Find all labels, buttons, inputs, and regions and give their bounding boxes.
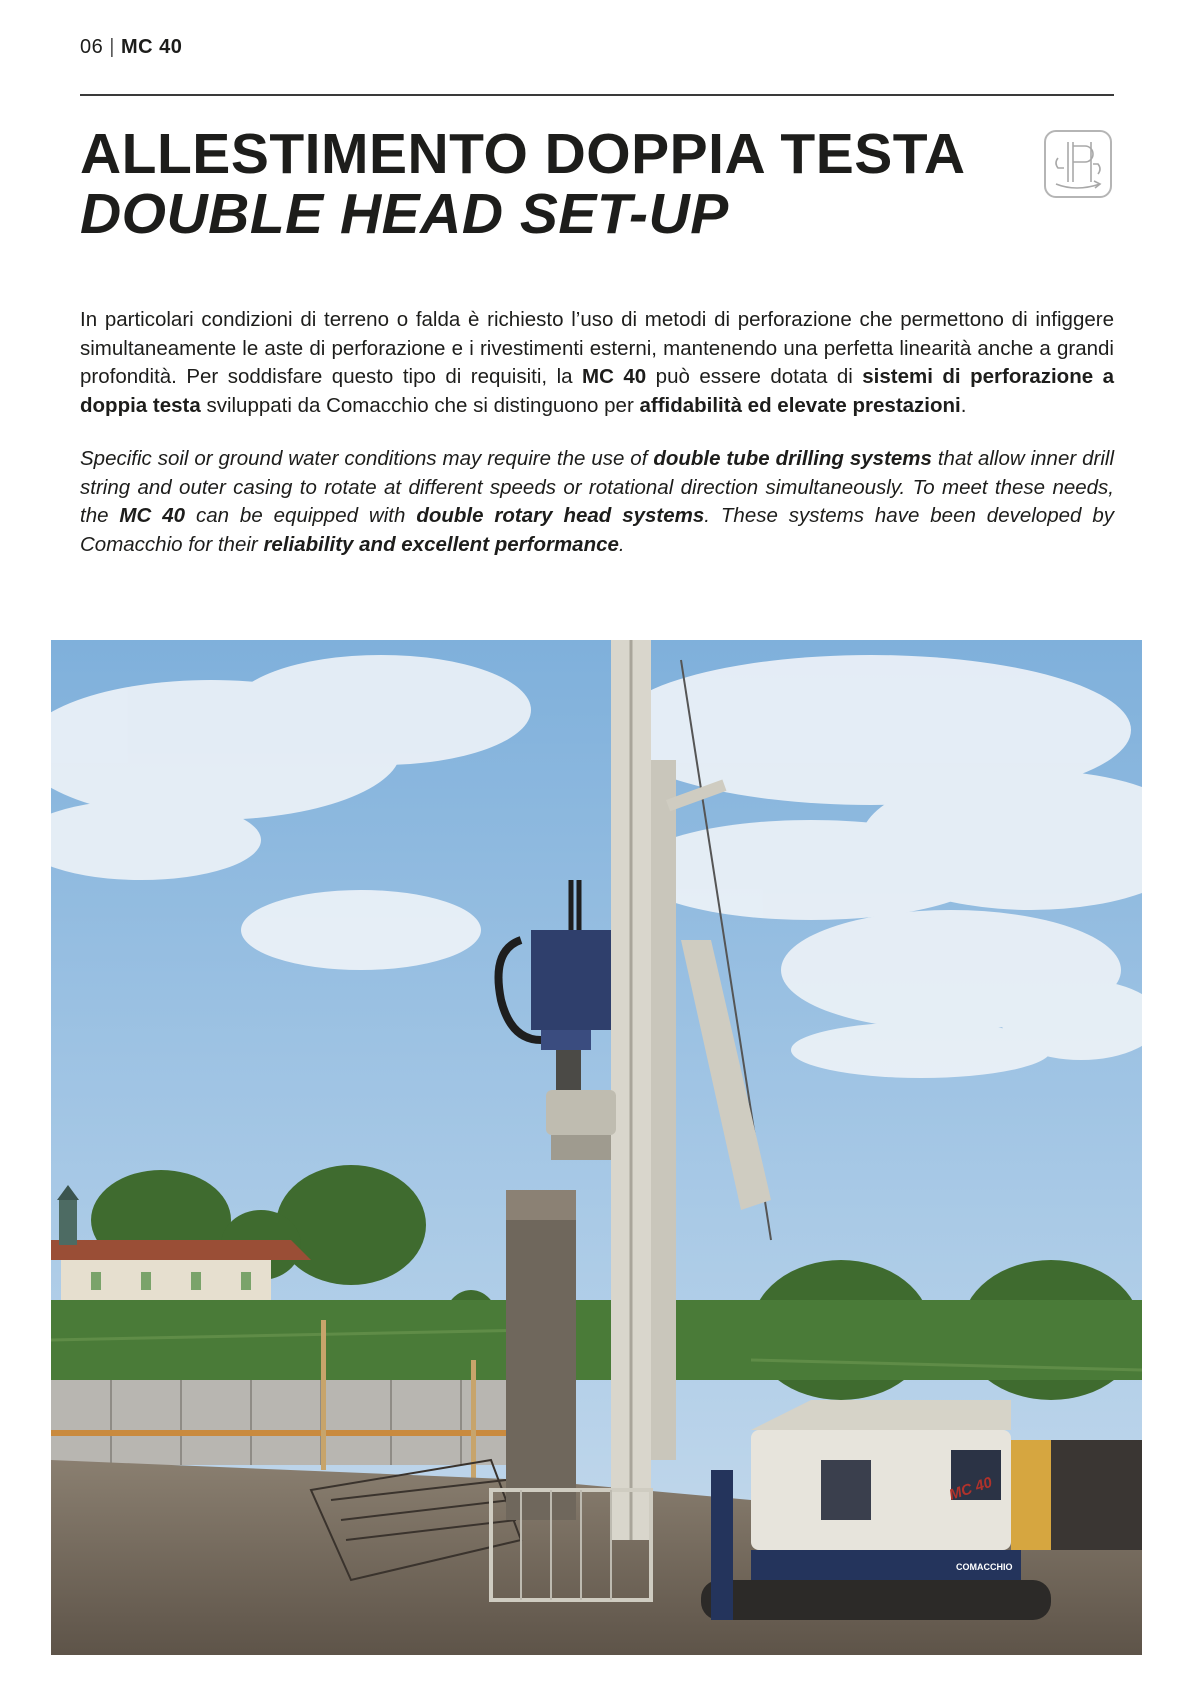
intro-en-text-4: . These systems have been developed by Comacchio for their: [80, 504, 1114, 556]
intro-english: [80, 445, 1114, 559]
header-model: MC 40: [120, 36, 183, 58]
page-number: 06: [80, 36, 104, 58]
intro-en-bold-2: MC 40: [119, 504, 186, 527]
intro-it-bold-1: MC 40: [582, 365, 647, 388]
double-head-logo-icon: [1044, 130, 1112, 198]
intro-en-text-5: .: [618, 532, 625, 556]
page-header: [80, 36, 182, 59]
intro-it-text-4: .: [960, 393, 967, 417]
intro-en-bold-3: double rotary head systems: [416, 504, 705, 527]
intro-it-text-3: sviluppati da Comacchio che si distinguono per: [200, 393, 640, 417]
intro-en-bold-1: double tube drilling systems: [653, 447, 932, 470]
intro-en-text-2: that allow inner drill string and outer casing to rotate at different speeds or rotational direction simultaneously. To meet these needs, the: [80, 447, 1114, 527]
intro-it-bold-3: affidabilità ed elevate prestazioni: [639, 393, 961, 417]
intro-italian: [80, 306, 1114, 420]
intro-en-text-3: can be equipped with: [185, 504, 417, 527]
rig-brand-label: COMACCHIO: [956, 1562, 1013, 1572]
hedge: [51, 1300, 1142, 1380]
intro-it-bold-2: sistemi di perforazione a doppia testa: [80, 365, 1114, 417]
drilling-rig-photo: [51, 640, 1142, 1655]
intro-en-text-1: Specific soil or ground water conditions may require the use of: [80, 447, 654, 470]
header-rule: [80, 94, 1114, 96]
header-separator: |: [109, 36, 115, 58]
title-italian: ALLESTIMENTO DOPPIA TESTA: [80, 122, 966, 186]
rig-model-label: MC 40: [946, 1473, 995, 1504]
title-english: DOUBLE HEAD SET-UP: [80, 182, 729, 246]
intro-en-bold-4: reliability and excellent performance: [263, 532, 619, 556]
intro-it-text-1: In particolari condizioni di terreno o falda è richiesto l’uso di metodi di perforazione che permettono di infiggere simultaneamente le aste di perforazione e i rivestimenti esterni, mantenendo una perfetta linearità anche a grandi profondità. Per soddisfare questo tipo di requisiti, la: [80, 308, 1114, 388]
intro-it-text-2: può essere dotata di: [646, 365, 863, 388]
casing: [506, 1190, 576, 1520]
